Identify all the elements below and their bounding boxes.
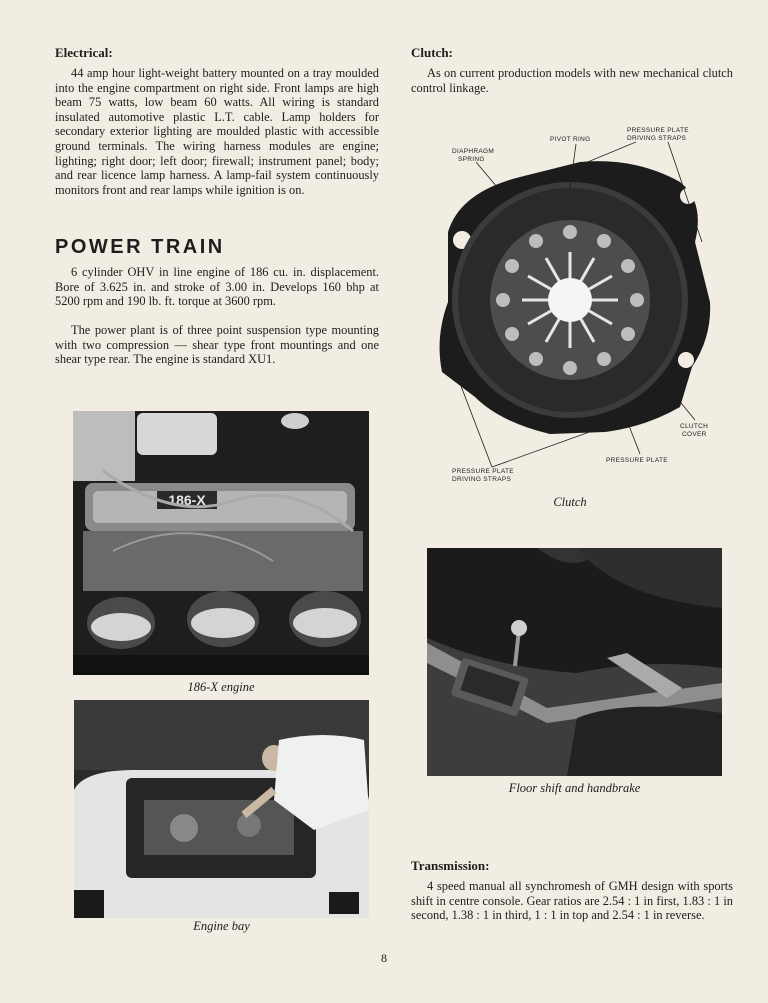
label-pressure-plate: PRESSURE PLATE (606, 457, 668, 464)
power-train-para-2: The power plant is of three point suspension type mounting with two compression — shear type front mountings and one shear type rear. The engine is standard XU1. (55, 323, 379, 367)
clutch-diagram (430, 122, 720, 487)
label-diaphragm-spring-1: DIAPHRAGM (452, 148, 495, 155)
label-clutch-cover-2: COVER (682, 431, 707, 438)
transmission-heading: Transmission: (411, 858, 490, 873)
power-train-para-1: 6 cylinder OHV in line engine of 186 cu. in. displacement. Bore of 3.625 in. and stroke of 3.00 in. Develops 160 bhp at 5200 rpm and 190 lb. ft. torque at 3600 rpm. (55, 265, 379, 309)
engine-photo (73, 411, 369, 675)
engine-badge-text: 186-X (168, 492, 206, 508)
clutch-body: As on current production models with new mechanical clutch control linkage. (411, 66, 733, 95)
label-pp-straps-bottom-2: DRIVING STRAPS (452, 476, 512, 483)
engine-caption: 186-X engine (187, 680, 255, 694)
page-number: 8 (381, 951, 387, 965)
engine-bay-photo (74, 700, 369, 918)
electrical-body: 44 amp hour light-weight battery mounted on a tray moulded into the engine compartment on right side. Front lamps are high beam 75 watts, low beam 60 watts. All wiring is standard insulated automotive plastic L.T. cable. Lamp holders for secondary exterior lighting are moulded plastic with accessible ground terminals. The wiring harness modules are engine; lighting; right door; left door; firewall; instrument panel; body; and rear licence lamp harness. A lamp-fail system continuously monitors front and rear lamps while ignition is on. (55, 66, 379, 197)
electrical-heading: Electrical: (55, 45, 113, 60)
transmission-body: 4 speed manual all synchromesh of GMH design with sports shift in centre console. Gear ratios are 2.54 : 1 in first, 1.83 : 1 in second, 1.38 : 1 in third, 1 : 1 in top and 2.54 : 1 in reverse. (411, 879, 733, 923)
label-clutch-cover-1: CLUTCH (680, 423, 709, 430)
power-train-heading: POWER TRAIN (55, 236, 225, 258)
floor-shift-photo (427, 548, 722, 776)
engine-bay-caption: Engine bay (193, 919, 250, 933)
clutch-caption: Clutch (553, 495, 587, 509)
label-pivot-ring: PIVOT RING (550, 136, 591, 143)
floor-shift-caption: Floor shift and handbrake (508, 781, 641, 795)
label-pp-straps-top-2: DRIVING STRAPS (627, 135, 687, 142)
label-pp-straps-bottom-1: PRESSURE PLATE (452, 468, 514, 475)
label-pp-straps-top-1: PRESSURE PLATE (627, 127, 689, 134)
clutch-heading: Clutch: (411, 45, 453, 60)
label-diaphragm-spring-2: SPRING (458, 156, 485, 163)
